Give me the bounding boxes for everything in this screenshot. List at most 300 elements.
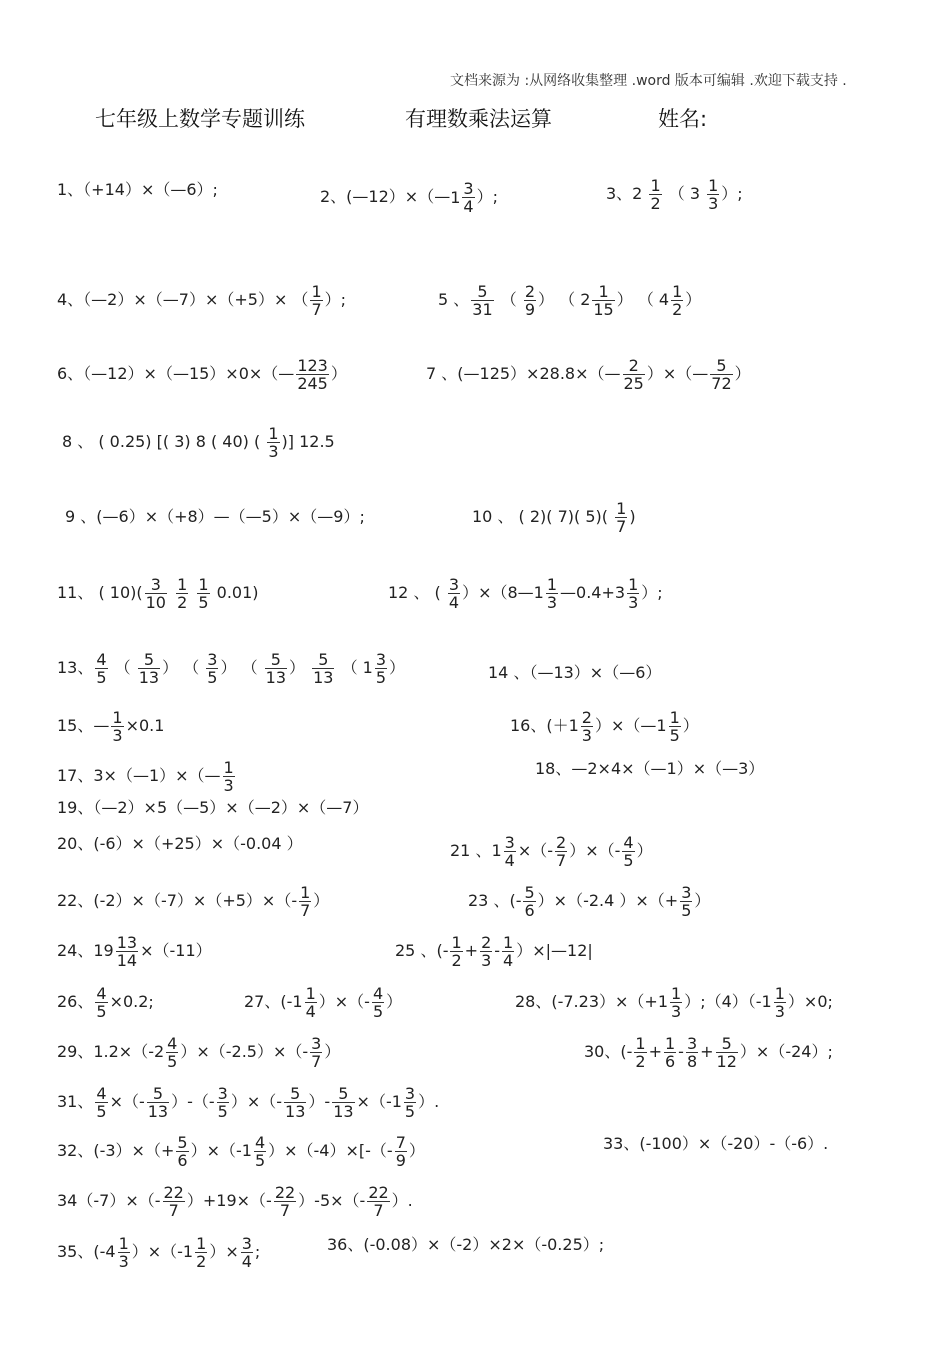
fraction-numerator: 1 xyxy=(672,282,683,301)
problem-25 xyxy=(395,934,593,969)
expression-text: ） xyxy=(386,992,403,1011)
fraction xyxy=(138,651,160,686)
fraction-denominator: 6 xyxy=(177,1151,188,1170)
expression-text: 24、19 xyxy=(57,941,114,960)
fraction-denominator: 3 xyxy=(481,951,492,970)
expression-text: ）. xyxy=(391,1191,413,1210)
problem-28 xyxy=(515,985,833,1020)
expression-text: 8 、 ( 0.25) [( 3) 8 ( 40) ( xyxy=(62,432,266,451)
fraction-denominator: 9 xyxy=(524,300,536,319)
fraction-numerator: 4 xyxy=(167,1034,178,1053)
fraction-numerator: 2 xyxy=(481,933,492,952)
fraction-denominator: 2 xyxy=(672,300,683,319)
fraction xyxy=(265,651,287,686)
fraction-denominator: 13 xyxy=(265,668,287,687)
fraction-numerator: 1 xyxy=(671,984,682,1003)
fraction xyxy=(671,283,683,318)
fraction-denominator: 4 xyxy=(241,1252,252,1271)
name-field-label: 姓名: xyxy=(658,107,708,131)
expression-text: ）;（4）（-1 xyxy=(684,992,772,1011)
expression-text: ）×（-24）; xyxy=(739,1042,833,1061)
fraction-denominator: 3 xyxy=(628,593,639,612)
problem-36 xyxy=(327,1235,604,1255)
fraction xyxy=(367,1184,389,1219)
fraction-denominator: 7 xyxy=(300,901,311,920)
fraction xyxy=(267,425,279,460)
fraction xyxy=(471,283,493,318)
expression-text: 30、(- xyxy=(584,1042,633,1061)
expression-text: ) xyxy=(629,507,636,526)
fraction xyxy=(145,576,167,611)
fraction xyxy=(710,357,732,392)
fraction xyxy=(254,1134,266,1169)
fraction-denominator: 6 xyxy=(524,901,535,920)
fraction-numerator: 1 xyxy=(451,933,462,952)
fraction xyxy=(118,1235,130,1270)
expression-text: ）×（8—1 xyxy=(462,583,544,602)
expression-text: 29、1.2×（-2 xyxy=(57,1042,165,1061)
fraction-numerator: 1 xyxy=(650,176,661,195)
fraction-denominator: 8 xyxy=(686,1052,698,1071)
fraction-numerator: 1 xyxy=(196,1234,207,1253)
fraction-denominator: 7 xyxy=(373,1201,384,1220)
fraction-numerator: 5 xyxy=(332,1085,354,1103)
fraction-numerator: 1 xyxy=(546,575,558,594)
expression-text: （ 3 xyxy=(663,184,706,203)
expression-text: ） xyxy=(289,658,311,677)
fraction xyxy=(332,1085,354,1120)
problem-4 xyxy=(57,283,346,318)
expression-text: 26、 xyxy=(57,992,94,1011)
fraction xyxy=(299,884,311,919)
expression-text: 0.01) xyxy=(211,583,259,602)
expression-text: 36、(-0.08）×（-2）×2×（-0.25）; xyxy=(327,1235,605,1254)
fraction xyxy=(312,651,334,686)
fraction xyxy=(480,934,492,969)
fraction-numerator: 3 xyxy=(504,833,515,852)
fraction xyxy=(176,1134,188,1169)
expression-text: ）×（-2.4 ）×（+ xyxy=(537,891,679,910)
fraction-denominator: 10 xyxy=(145,593,166,612)
fraction-denominator: 7 xyxy=(311,1052,322,1071)
expression-text: ）+19×（- xyxy=(186,1191,272,1210)
fraction-numerator: 3 xyxy=(207,650,218,669)
expression-text: 35、(-4 xyxy=(57,1242,116,1261)
fraction xyxy=(555,834,567,869)
expression-text: ×0.1 xyxy=(125,716,165,735)
expression-text: 11、 ( 10)( xyxy=(57,583,143,602)
fraction-numerator: 5 xyxy=(177,1133,188,1152)
fraction-denominator: 3 xyxy=(708,194,719,213)
fraction xyxy=(274,1184,296,1219)
fraction-denominator: 15 xyxy=(593,300,614,319)
fraction xyxy=(163,1184,185,1219)
fraction-numerator: 3 xyxy=(241,1234,252,1253)
fraction xyxy=(223,759,235,794)
fraction xyxy=(592,283,614,318)
fraction-denominator: 25 xyxy=(623,374,644,393)
expression-text: ）×（-1 xyxy=(131,1242,194,1261)
fraction-numerator: 1 xyxy=(708,176,719,195)
expression-text: ） xyxy=(685,290,702,309)
expression-text: ） xyxy=(734,364,751,383)
fraction-numerator: 4 xyxy=(623,833,634,852)
fraction-denominator: 5 xyxy=(404,1102,416,1121)
expression-text: ）; xyxy=(476,187,498,206)
expression-text xyxy=(169,583,174,602)
expression-text: ; xyxy=(254,1242,261,1261)
fraction-denominator: 4 xyxy=(463,197,474,216)
expression-text: 34（-7）×（- xyxy=(57,1191,161,1210)
expression-text: ×（- xyxy=(517,841,554,860)
fraction-numerator: 1 xyxy=(669,708,680,727)
fraction-numerator: 5 xyxy=(284,1085,306,1103)
problem-35 xyxy=(57,1235,260,1270)
fraction xyxy=(241,1235,253,1270)
fraction-numerator: 1 xyxy=(311,282,322,301)
fraction-denominator: 13 xyxy=(285,1102,306,1121)
fraction-denominator: 7 xyxy=(311,300,322,319)
fraction-numerator: 123 xyxy=(297,356,328,375)
expression-text: ×0.2; xyxy=(109,992,154,1011)
fraction xyxy=(615,500,627,535)
fraction-denominator: 5 xyxy=(681,901,692,920)
expression-text: ） xyxy=(408,1141,425,1160)
fraction xyxy=(310,1035,322,1070)
expression-text: 9 、(—6）×（+8）—（—5）×（—9）; xyxy=(65,507,365,526)
expression-text: 32、(-3）×（+ xyxy=(57,1141,175,1160)
problem-13 xyxy=(57,651,405,686)
fraction xyxy=(296,357,329,392)
expression-text: ）×（- xyxy=(230,1092,283,1111)
problem-20 xyxy=(57,834,303,854)
problem-10 xyxy=(472,500,636,535)
fraction-denominator: 4 xyxy=(503,951,514,970)
expression-text: 22、(-2）×（-7）×（+5）×（- xyxy=(57,891,298,910)
fraction xyxy=(176,576,188,611)
fraction xyxy=(634,1035,646,1070)
fraction-denominator: 3 xyxy=(546,593,558,612)
fraction xyxy=(372,985,384,1020)
fraction-numerator: 7 xyxy=(395,1133,406,1152)
worksheet-title: 七年级上数学专题训练 xyxy=(95,107,305,131)
problem-27 xyxy=(244,985,402,1020)
expression-text: ）×（- xyxy=(569,841,621,860)
expression-text: ）- xyxy=(308,1092,331,1111)
expression-text: 5 、 xyxy=(438,290,470,309)
expression-text: 20、(-6）×（+25）×（-0.04 ） xyxy=(57,834,303,853)
fraction-denominator: 3 xyxy=(671,1002,682,1021)
fraction-numerator: 1 xyxy=(592,283,614,301)
fraction xyxy=(95,985,107,1020)
fraction-numerator: 2 xyxy=(581,708,592,727)
fraction-numerator: 3 xyxy=(217,1084,228,1103)
fraction xyxy=(707,177,719,212)
fraction xyxy=(502,934,514,969)
fraction-denominator: 2 xyxy=(451,951,462,970)
expression-text: + xyxy=(648,1042,662,1061)
fraction xyxy=(375,651,387,686)
fraction xyxy=(147,1085,169,1120)
problem-29 xyxy=(57,1035,340,1070)
expression-text: - xyxy=(494,941,501,960)
fraction-numerator: 4 xyxy=(254,1133,266,1152)
fraction-denominator: 7 xyxy=(556,851,567,870)
expression-text: + xyxy=(464,941,479,960)
fraction-denominator: 3 xyxy=(581,726,592,745)
fraction xyxy=(627,576,639,611)
expression-text: ）; xyxy=(721,184,743,203)
fraction xyxy=(206,651,218,686)
fraction-numerator: 22 xyxy=(368,1183,389,1202)
problem-9 xyxy=(65,507,365,527)
expression-text: 14 、（—13）×（—6） xyxy=(488,663,662,682)
fraction xyxy=(166,1035,178,1070)
expression-text: - xyxy=(678,1042,684,1061)
fraction-denominator: 5 xyxy=(207,668,218,687)
fraction-denominator: 31 xyxy=(472,300,493,319)
problem-15 xyxy=(57,709,164,744)
expression-text: ） xyxy=(694,891,711,910)
expression-text: ） xyxy=(682,716,699,735)
problem-5 xyxy=(438,283,701,318)
expression-text: ）. xyxy=(418,1092,440,1111)
problem-33 xyxy=(603,1134,828,1154)
fraction-numerator: 1 xyxy=(664,1034,676,1053)
expression-text: ）-5×（- xyxy=(298,1191,366,1210)
fraction xyxy=(284,1085,306,1120)
expression-text: ）-（- xyxy=(171,1092,215,1111)
fraction-numerator: 2 xyxy=(524,282,536,301)
expression-text: ×（- xyxy=(109,1092,145,1111)
fraction-denominator: 5 xyxy=(372,1002,384,1021)
fraction-numerator: 4 xyxy=(372,984,384,1003)
expression-text: ）×（-2.5）×（- xyxy=(180,1042,309,1061)
problem-31 xyxy=(57,1085,439,1120)
fraction-numerator: 22 xyxy=(163,1183,184,1202)
expression-text: ）×（—1 xyxy=(594,716,667,735)
expression-text: ） xyxy=(636,841,653,860)
fraction-numerator: 1 xyxy=(177,575,188,594)
fraction xyxy=(95,1085,107,1120)
fraction-numerator: 4 xyxy=(96,1084,107,1103)
watermark-text: 文档来源为 :从网络收集整理 .word 版本可编辑 .欢迎下载支持 . xyxy=(450,73,847,89)
expression-text: ）×（- xyxy=(318,992,370,1011)
problem-8 xyxy=(62,425,335,460)
fraction-denominator: 13 xyxy=(313,668,334,687)
problem-11 xyxy=(57,576,259,611)
fraction xyxy=(462,180,474,215)
fraction-denominator: 5 xyxy=(96,668,107,687)
fraction-numerator: 3 xyxy=(145,576,167,594)
expression-text: 27、(-1 xyxy=(244,992,303,1011)
fraction xyxy=(395,1134,407,1169)
expression-text: 13、 xyxy=(57,658,94,677)
fraction xyxy=(504,834,516,869)
fraction-denominator: 2 xyxy=(196,1252,207,1271)
fraction xyxy=(546,576,558,611)
expression-text: ）×（— xyxy=(646,364,709,383)
fraction-denominator: 3 xyxy=(774,1002,785,1021)
problem-32 xyxy=(57,1134,425,1169)
fraction xyxy=(670,985,682,1020)
fraction-numerator: 3 xyxy=(686,1034,698,1053)
fraction xyxy=(404,1085,416,1120)
expression-text: 17、3×（—1）×（— xyxy=(57,766,221,785)
fraction-denominator: 14 xyxy=(116,951,138,970)
topic-title: 有理数乘法运算 xyxy=(405,107,552,131)
fraction-denominator: 7 xyxy=(616,517,627,536)
expression-text: —0.4+3 xyxy=(560,583,626,602)
fraction-numerator: 2 xyxy=(556,833,567,852)
problem-26 xyxy=(57,985,154,1020)
expression-text: 18、—2×4×（—1）×（—3） xyxy=(535,759,765,778)
expression-text: ）×|—12| xyxy=(516,941,593,960)
fraction-denominator: 5 xyxy=(375,668,387,687)
fraction-denominator: 4 xyxy=(448,593,460,612)
fraction-denominator: 7 xyxy=(168,1201,179,1220)
expression-text: 4、（—2）×（—7）×（+5）× （ xyxy=(57,290,309,309)
fraction-denominator: 5 xyxy=(217,1102,228,1121)
fraction-numerator: 1 xyxy=(118,1234,129,1253)
fraction-numerator: 5 xyxy=(710,357,732,375)
fraction xyxy=(623,357,645,392)
problem-16 xyxy=(510,709,699,744)
fraction-numerator: 1 xyxy=(223,758,234,777)
expression-text: )] 12.5 xyxy=(281,432,335,451)
fraction-numerator: 1 xyxy=(305,984,316,1003)
expression-text: 33、(-100）×（-20）-（-6）. xyxy=(603,1134,829,1153)
fraction-denominator: 13 xyxy=(147,1102,169,1121)
expression-text: + xyxy=(700,1042,714,1061)
fraction-denominator: 5 xyxy=(623,851,634,870)
problem-19 xyxy=(57,798,368,818)
fraction xyxy=(116,934,138,969)
fraction-denominator: 7 xyxy=(279,1201,291,1220)
fraction-numerator: 1 xyxy=(774,984,785,1003)
fraction xyxy=(195,1235,207,1270)
fraction xyxy=(622,834,634,869)
problem-1 xyxy=(57,180,218,200)
fraction xyxy=(664,1035,676,1070)
expression-text: ）; xyxy=(641,583,663,602)
fraction-numerator: 3 xyxy=(463,179,474,198)
fraction-denominator: 3 xyxy=(268,442,279,461)
fraction-numerator: 1 xyxy=(112,708,123,727)
fraction xyxy=(448,576,460,611)
fraction-numerator: 5 xyxy=(524,883,535,902)
expression-text: 31、 xyxy=(57,1092,94,1111)
expression-text: ）; xyxy=(324,290,347,309)
fraction xyxy=(95,651,107,686)
fraction-denominator: 3 xyxy=(118,1252,129,1271)
fraction xyxy=(310,283,322,318)
fraction-numerator: 1 xyxy=(628,575,639,594)
problem-7 xyxy=(426,357,751,392)
problem-18 xyxy=(535,759,764,779)
fraction-numerator: 5 xyxy=(471,283,493,301)
fraction-numerator: 1 xyxy=(616,499,627,518)
expression-text: 2、(—12）×（— xyxy=(320,187,451,206)
fraction-numerator: 3 xyxy=(404,1084,416,1103)
fraction-numerator: 5 xyxy=(138,651,160,669)
fraction xyxy=(450,934,462,969)
fraction-denominator: 12 xyxy=(716,1052,737,1071)
problem-17 xyxy=(57,759,237,794)
fraction-denominator: 5 xyxy=(198,593,209,612)
fraction xyxy=(523,884,535,919)
fraction-numerator: 1 xyxy=(268,424,279,443)
fraction-numerator: 22 xyxy=(274,1183,296,1202)
fraction-numerator: 5 xyxy=(147,1085,169,1103)
fraction-denominator: 5 xyxy=(669,726,680,745)
expression-text: ） （ 2 xyxy=(538,290,591,309)
problem-3 xyxy=(606,177,743,212)
fraction-denominator: 5 xyxy=(96,1102,107,1121)
fraction xyxy=(649,177,661,212)
expression-text xyxy=(190,583,195,602)
expression-text: ） xyxy=(324,1042,341,1061)
fraction xyxy=(686,1035,698,1070)
fraction-numerator: 5 xyxy=(312,651,334,669)
fraction xyxy=(524,283,536,318)
expression-text: 1、（+14）×（—6）; xyxy=(57,180,218,199)
fraction-numerator: 2 xyxy=(623,357,645,375)
fraction-denominator: 13 xyxy=(333,1102,354,1121)
expression-text: ） （ xyxy=(220,658,263,677)
expression-text: ） （ 4 xyxy=(616,290,670,309)
expression-text: 23 、(- xyxy=(468,891,522,910)
expression-text: （ xyxy=(495,290,522,309)
expression-text: ） xyxy=(313,891,330,910)
fraction-numerator: 1 xyxy=(635,1034,646,1053)
expression-text: ×（-11） xyxy=(140,941,212,960)
fraction-denominator: 5 xyxy=(254,1151,266,1170)
fraction xyxy=(680,884,692,919)
mixed-number-whole: 1 xyxy=(450,187,461,207)
expression-text: ） xyxy=(330,364,347,383)
expression-text: ×（-1 xyxy=(356,1092,402,1111)
fraction-denominator: 4 xyxy=(305,1002,316,1021)
problem-21 xyxy=(450,834,653,869)
fraction-numerator: 3 xyxy=(311,1034,322,1053)
expression-text: 10 、 ( 2)( 7)( 5)( xyxy=(472,507,614,526)
problem-22 xyxy=(57,884,329,919)
expression-text: 7 、(—125）×28.8×（— xyxy=(426,364,621,383)
fraction xyxy=(669,709,681,744)
expression-text: 21 、1 xyxy=(450,841,502,860)
fraction-numerator: 1 xyxy=(503,933,514,952)
fraction-denominator: 3 xyxy=(112,726,123,745)
expression-text: 12 、 ( xyxy=(388,583,446,602)
fraction-numerator: 13 xyxy=(116,933,138,952)
problem-2 xyxy=(320,180,498,215)
problem-14 xyxy=(488,663,661,683)
fraction xyxy=(111,709,123,744)
expression-text: 3、2 xyxy=(606,184,648,203)
problem-24 xyxy=(57,934,212,969)
fraction-numerator: 1 xyxy=(300,883,311,902)
fraction-denominator: 245 xyxy=(297,374,328,393)
fraction-denominator: 2 xyxy=(177,593,188,612)
problem-34 xyxy=(57,1184,413,1219)
fraction-denominator: 4 xyxy=(504,851,515,870)
expression-text: ）× xyxy=(209,1242,239,1261)
fraction xyxy=(197,576,209,611)
fraction xyxy=(305,985,317,1020)
fraction-numerator: 3 xyxy=(375,650,387,669)
expression-text: 25 、(- xyxy=(395,941,449,960)
